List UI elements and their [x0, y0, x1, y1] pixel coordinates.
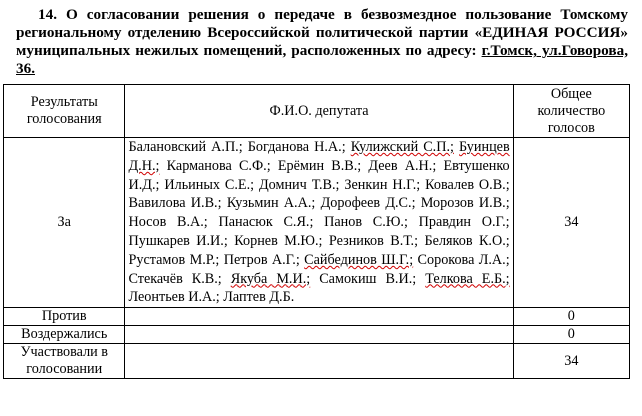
deputy-name: Стекачёв К.В.; [128, 270, 222, 287]
deputy-name: Телкова Е.Б.; [425, 270, 510, 287]
result-for: За [4, 138, 125, 308]
result-against: Против [4, 308, 125, 326]
deputy-name: Буинцев Д.Н.; [128, 139, 510, 174]
deputy-name: Кулижский С.П.; [350, 139, 454, 155]
count-abstained: 0 [513, 326, 629, 344]
deputy-name: Беляков К.О.; [424, 232, 510, 249]
deputy-name: Морозов И.В.; [420, 195, 510, 212]
result-abstained: Воздержались [4, 326, 125, 344]
deputy-name: Ильиных С.Е.; [164, 176, 255, 193]
header-results: Результаты голосования [4, 85, 125, 138]
result-participated: Участвовали в голосовании [4, 344, 125, 379]
deputy-name: Леонтьев И.А.; [128, 289, 220, 306]
deputy-name: Лаптев Д.Б. [223, 289, 295, 306]
deputy-name: Носов В.А.; [128, 214, 208, 231]
agenda-item-heading [16, 6, 628, 78]
empty-cell [125, 326, 513, 344]
deputy-name: Резников В.Т.; [328, 232, 419, 249]
deputy-name: Дорофеев Д.С.; [320, 195, 416, 212]
deputy-name: Домнич Т.В.; [258, 176, 340, 193]
deputy-name: Деев А.Н.; [368, 157, 437, 174]
table-row-for [4, 138, 630, 308]
deputy-name: Петров А.Г.; [223, 251, 300, 268]
table-row-participated [4, 344, 630, 379]
heading-text: 14. О согласовании решения о передаче в безвозмездное пользование Томскому региональному отделению Всероссийской политической партии «ЕДИНАЯ РОССИЯ» муниципальных нежилых помещений, расположенных по адресу: [16, 6, 628, 59]
deputy-name: Сайбединов Ш.Г.; [304, 251, 414, 268]
voting-results-table [3, 84, 630, 379]
deputy-name: Евтушенко И.Д.; [128, 157, 510, 193]
count-for: 34 [513, 138, 629, 308]
deputy-name: Якуба М.И.; [230, 270, 311, 287]
deputy-name: Панасюк С.Я.; [218, 214, 314, 231]
deputy-name: Вавилова И.В.; [128, 195, 222, 212]
deputy-list [125, 138, 513, 308]
table-row-abstained [4, 326, 630, 344]
deputy-name: Сорокова Л.А.; [417, 251, 510, 268]
deputy-name: Корнев М.Ю.; [234, 232, 323, 249]
table-header-row [4, 85, 630, 138]
deputy-name: Ковалев О.В.; [425, 176, 510, 193]
header-total-votes: Общее количество голосов [513, 85, 629, 138]
header-deputy-names: Ф.И.О. депутата [125, 85, 513, 138]
heading-address: г.Томск, ул.Говорова, 36. [16, 42, 628, 77]
deputy-name: Пушкарев И.И.; [128, 232, 228, 249]
deputy-name: Богданова Н.А.; [247, 139, 346, 155]
deputy-name: Карманова С.Ф.; [166, 157, 271, 174]
deputy-name: Кузьмин А.А.; [226, 195, 316, 212]
deputy-name: Балановский А.П.; [128, 139, 243, 155]
table-row-against [4, 308, 630, 326]
empty-cell [125, 344, 513, 379]
deputy-name: Ерёмин В.В.; [277, 157, 362, 174]
deputy-name: Самокиш В.И.; [319, 270, 417, 287]
count-against: 0 [513, 308, 629, 326]
deputy-name: Зенкин Н.Г.; [344, 176, 421, 193]
deputy-name: Панов С.Ю.; [324, 214, 408, 231]
empty-cell [125, 308, 513, 326]
deputy-name: Правдин О.Г.; [418, 214, 510, 231]
count-participated: 34 [513, 344, 629, 379]
deputy-name: Рустамов М.Р.; [128, 251, 220, 268]
